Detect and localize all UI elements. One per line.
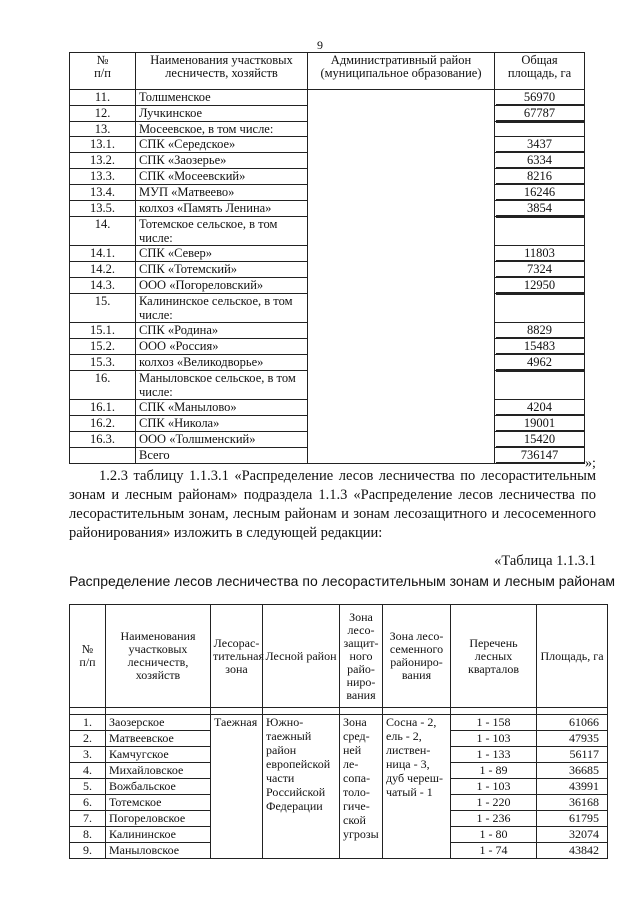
header-area: Общая площадь, га: [495, 53, 585, 90]
row-number: 15.2.: [70, 339, 136, 355]
row-name: Михайловское: [106, 763, 211, 779]
row-name: Толшменское: [136, 90, 308, 106]
table-row: [70, 90, 585, 106]
row-number: 11.: [70, 90, 136, 106]
row-number: 5.: [70, 779, 106, 795]
row-area-value: 4204: [496, 400, 584, 415]
header-name: Наименования участковых лесничеств, хозяйств: [106, 605, 211, 708]
row-area: [495, 294, 585, 323]
header-name: Наименования участковых лесничеств, хозяйств: [136, 53, 308, 90]
row-area-value: 67787: [496, 106, 584, 121]
row-area: [495, 90, 585, 106]
row-area: 36168: [537, 795, 608, 811]
row-area-value: [496, 122, 584, 123]
row-number: 14.2.: [70, 262, 136, 278]
table-caption: Распределение лесов лесничества по лесорастительным зонам и лесным районам: [69, 573, 616, 589]
row-area: [495, 371, 585, 400]
row-area: 56117: [537, 747, 608, 763]
row-area: 47935: [537, 731, 608, 747]
forest-region-cell: Южно-таежный район европейской части Российской Федерации: [263, 715, 340, 859]
row-number: 15.1.: [70, 323, 136, 339]
row-area: [495, 323, 585, 339]
row-number: 16.: [70, 371, 136, 400]
row-number: 13.3.: [70, 169, 136, 185]
header-forest-region: Лесной район: [263, 605, 340, 708]
row-number: 13.5.: [70, 201, 136, 217]
row-quarters: 1 - 133: [451, 747, 537, 763]
row-area-value: 8829: [496, 323, 584, 338]
header-protect-zone: Зона лесо-защит-ного райо-ниро-вания: [340, 605, 383, 708]
row-name: СПК «Никола»: [136, 416, 308, 432]
row-area-value: 4962: [496, 355, 584, 370]
protect-zone-cell: Зона сред-ней ле-сопа-толо-гиче-ской угрозы: [340, 715, 383, 859]
row-area-value: 15420: [496, 432, 584, 447]
header-veg-zone: Лесорас-тительная зона: [211, 605, 263, 708]
row-area-value: 7324: [496, 262, 584, 277]
row-area-value: 56970: [496, 90, 584, 105]
row-area: [495, 153, 585, 169]
row-number: 12.: [70, 106, 136, 122]
row-name: Вожбальское: [106, 779, 211, 795]
row-area: [495, 106, 585, 122]
header-num: № п/п: [70, 605, 106, 708]
row-number: 13.: [70, 122, 136, 137]
row-number: 14.3.: [70, 278, 136, 294]
row-area: 32074: [537, 827, 608, 843]
header-num: № п/п: [70, 53, 136, 90]
row-name: Заозерское: [106, 715, 211, 731]
row-name: Лучкинское: [136, 106, 308, 122]
row-name: Погореловское: [106, 811, 211, 827]
header-seed-zone: Зона лесо-семенного райониро-вания: [383, 605, 451, 708]
row-number: 16.1.: [70, 400, 136, 416]
row-name: Калининское: [106, 827, 211, 843]
row-name: Всего: [136, 448, 308, 464]
table-row: [70, 715, 608, 731]
table-header-row: [70, 53, 585, 90]
quote-end: »;: [585, 456, 596, 471]
row-area: [495, 262, 585, 278]
table-header-row: [70, 605, 608, 708]
row-area: 61795: [537, 811, 608, 827]
row-number: 13.1.: [70, 137, 136, 153]
row-name: СПК «Тотемский»: [136, 262, 308, 278]
amendment-paragraph: 1.2.3 таблицу 1.1.3.1 «Распределение лесов лесничества по лесорастительным зонам и лесным районам» подраздела 1.1.3 «Распределение лесов лесничества по лесорастительным зонам, лесным районам и зонам лесозащитного и лесосеменного районирования» изложить в следующей редакции:: [69, 468, 596, 541]
row-area: 43842: [537, 843, 608, 859]
row-quarters: 1 - 220: [451, 795, 537, 811]
row-quarters: 1 - 103: [451, 731, 537, 747]
row-area-value: 12950: [496, 278, 584, 293]
row-area-value: 736147: [496, 448, 584, 463]
row-name: СПК «Родина»: [136, 323, 308, 339]
row-number: 4.: [70, 763, 106, 779]
row-number: 2.: [70, 731, 106, 747]
row-number: 15.3.: [70, 355, 136, 371]
row-area: [495, 185, 585, 201]
row-number: [70, 448, 136, 464]
row-area-value: [496, 371, 584, 372]
row-name: колхоз «Память Ленина»: [136, 201, 308, 217]
row-name: Тотемское сельское, в том числе:: [136, 217, 308, 246]
header-admin: Административный район (муниципальное образование): [308, 53, 495, 90]
row-name: СПК «Середское»: [136, 137, 308, 153]
row-area: [495, 246, 585, 262]
row-area-value: 15483: [496, 339, 584, 354]
row-number: 6.: [70, 795, 106, 811]
row-number: 1.: [70, 715, 106, 731]
row-name: Матвеевское: [106, 731, 211, 747]
row-quarters: 1 - 236: [451, 811, 537, 827]
row-area-value: 3437: [496, 137, 584, 152]
admin-district-cell: [308, 90, 495, 464]
row-name: Мосеевское, в том числе:: [136, 122, 308, 137]
row-name: Тотемское: [106, 795, 211, 811]
row-name: ООО «Толшменский»: [136, 432, 308, 448]
row-number: 9.: [70, 843, 106, 859]
row-number: 14.: [70, 217, 136, 246]
row-name: Камчугское: [106, 747, 211, 763]
row-name: СПК «Мосеевский»: [136, 169, 308, 185]
row-number: 7.: [70, 811, 106, 827]
row-area-value: 19001: [496, 416, 584, 431]
forest-distribution-table: [69, 604, 608, 859]
row-area-value: 11803: [496, 246, 584, 261]
row-area: [495, 278, 585, 294]
row-quarters: 1 - 74: [451, 843, 537, 859]
veg-zone-cell: Таежная: [211, 715, 263, 859]
row-area: [495, 432, 585, 448]
row-number: 13.2.: [70, 153, 136, 169]
row-name: МУП «Матвеево»: [136, 185, 308, 201]
row-area-value: 6334: [496, 153, 584, 168]
row-area: [495, 400, 585, 416]
row-area: [495, 339, 585, 355]
row-number: 15.: [70, 294, 136, 323]
page-number: 9: [317, 38, 323, 52]
row-area: [495, 122, 585, 137]
row-area-value: [496, 294, 584, 295]
seed-zone-cell: Сосна - 2, ель - 2, листвен-ница - 3, дуб череш-чатый - 1: [383, 715, 451, 859]
row-area: [495, 355, 585, 371]
row-number: 3.: [70, 747, 106, 763]
row-name: Маныловское сельское, в том числе:: [136, 371, 308, 400]
row-name: колхоз «Великодворье»: [136, 355, 308, 371]
row-area: [495, 201, 585, 217]
row-area-value: 8216: [496, 169, 584, 184]
row-area: 43991: [537, 779, 608, 795]
row-area: [495, 137, 585, 153]
row-name: СПК «Манылово»: [136, 400, 308, 416]
row-area: 61066: [537, 715, 608, 731]
forest-areas-table: [69, 52, 585, 464]
row-name: Маныловское: [106, 843, 211, 859]
row-area: 36685: [537, 763, 608, 779]
row-area: [495, 416, 585, 432]
row-number: 13.4.: [70, 185, 136, 201]
row-quarters: 1 - 80: [451, 827, 537, 843]
row-quarters: 1 - 158: [451, 715, 537, 731]
row-number: 14.1.: [70, 246, 136, 262]
table-label: «Таблица 1.1.3.1: [494, 553, 596, 569]
header-area: Площадь, га: [537, 605, 608, 708]
row-area-value: [496, 217, 584, 218]
row-name: Калининское сельское, в том числе:: [136, 294, 308, 323]
row-area: [495, 448, 585, 464]
row-number: 16.3.: [70, 432, 136, 448]
header-spacer-row: [70, 708, 608, 715]
row-quarters: 1 - 103: [451, 779, 537, 795]
header-quarters: Перечень лесных кварталов: [451, 605, 537, 708]
row-number: 8.: [70, 827, 106, 843]
row-area: [495, 217, 585, 246]
row-name: СПК «Заозерье»: [136, 153, 308, 169]
row-area-value: 16246: [496, 185, 584, 200]
row-name: СПК «Север»: [136, 246, 308, 262]
row-number: 16.2.: [70, 416, 136, 432]
row-area-value: 3854: [496, 201, 584, 216]
row-name: ООО «Погореловский»: [136, 278, 308, 294]
row-area: [495, 169, 585, 185]
row-name: ООО «Россия»: [136, 339, 308, 355]
row-quarters: 1 - 89: [451, 763, 537, 779]
